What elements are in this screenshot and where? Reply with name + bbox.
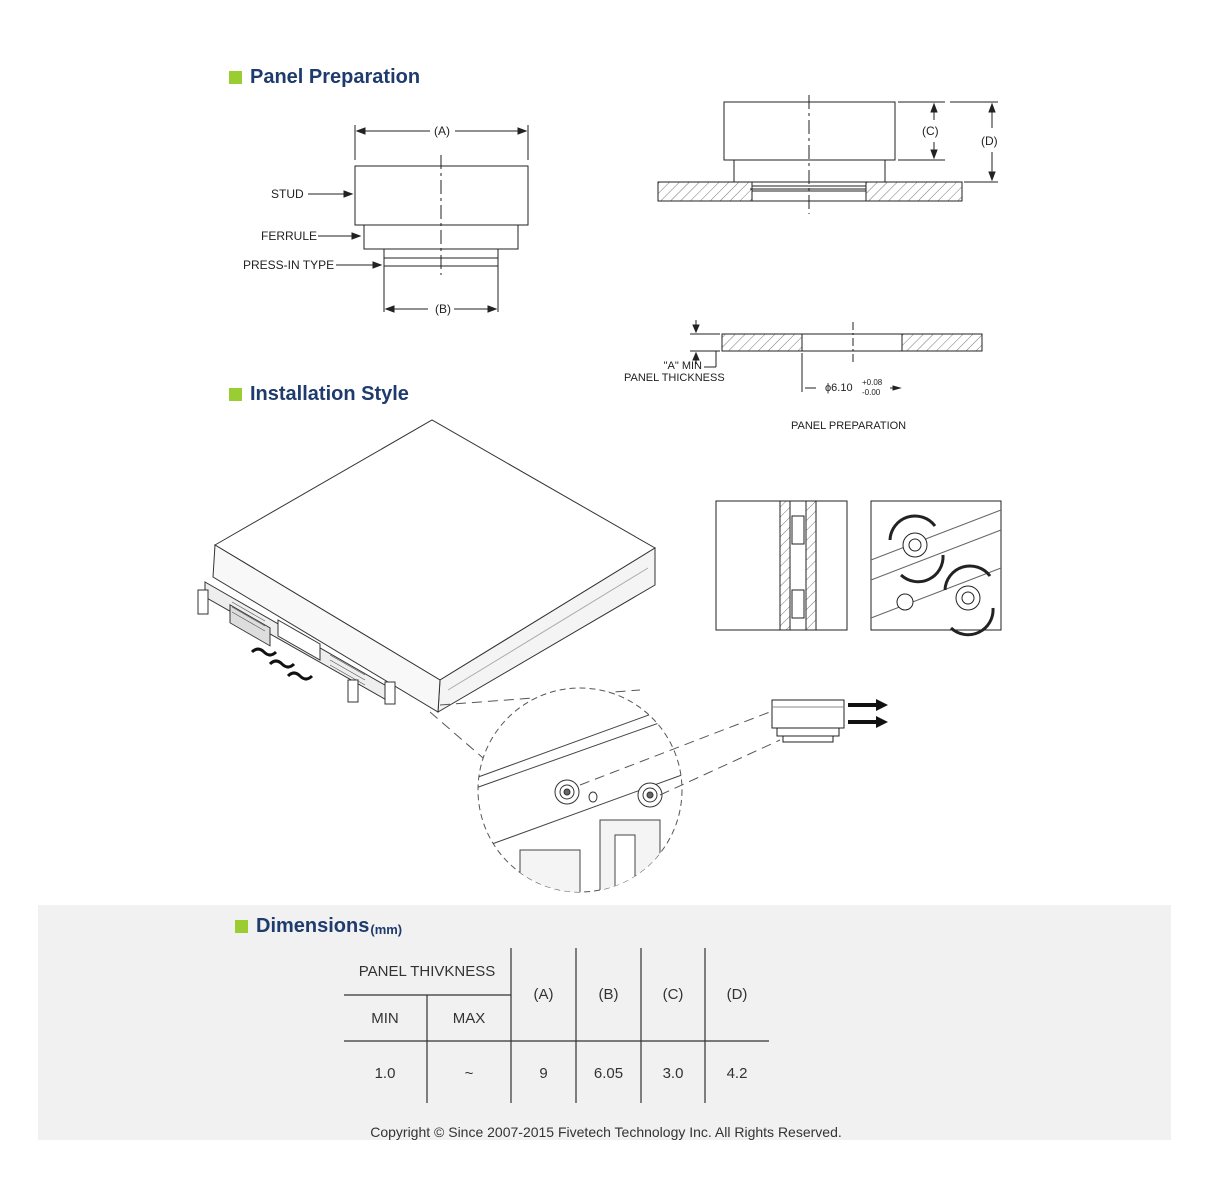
row-c-value: 3.0 (662, 1064, 684, 1082)
col-b-header: (B) (598, 986, 619, 1003)
panel-preparation-caption: PANEL PREPARATION (791, 420, 907, 432)
col-d-header: (D) (726, 986, 748, 1003)
col-a-header: (A) (533, 986, 554, 1003)
min-header: MIN (371, 1009, 399, 1027)
dimensions-table (343, 948, 769, 1105)
press-in-type-label: PRESS-IN TYPE (243, 258, 335, 272)
dim-c-label: (C) (922, 124, 939, 138)
max-header: MAX (452, 1009, 486, 1027)
tolerance-minus-label: -0.00 (862, 388, 881, 397)
dim-a-label: (A) (434, 124, 450, 138)
row-min-value: 1.0 (374, 1064, 396, 1082)
stud-label: STUD (271, 187, 304, 201)
dimensions-title: Dimensions (256, 915, 370, 937)
dim-d-label: (D) (981, 134, 998, 148)
row-a-value: 9 (539, 1064, 548, 1082)
row-max-value: ~ (464, 1064, 474, 1082)
copyright-footer: Copyright © Since 2007-2015 Fivetech Technology Inc. All Rights Reserved. (370, 1124, 842, 1140)
ferrule-label: FERRULE (261, 229, 318, 243)
installation-style-title: Installation Style (250, 383, 409, 405)
col-c-header: (C) (662, 986, 684, 1003)
row-d-value: 4.2 (726, 1064, 748, 1082)
tolerance-plus-label: +0.08 (862, 378, 883, 387)
table-row (343, 1041, 769, 1105)
dimensions-unit: (mm) (370, 922, 403, 937)
row-b-value: 6.05 (593, 1064, 624, 1082)
a-min-label: "A" MIN (663, 360, 702, 372)
panel-thickness-label: PANEL THICKNESS (624, 372, 725, 384)
panel-thickness-header: PANEL THIVKNESS (358, 963, 496, 980)
dim-b-label: (B) (435, 302, 451, 316)
panel-preparation-title: Panel Preparation (250, 66, 421, 88)
diameter-label: ϕ6.10 (825, 382, 853, 394)
